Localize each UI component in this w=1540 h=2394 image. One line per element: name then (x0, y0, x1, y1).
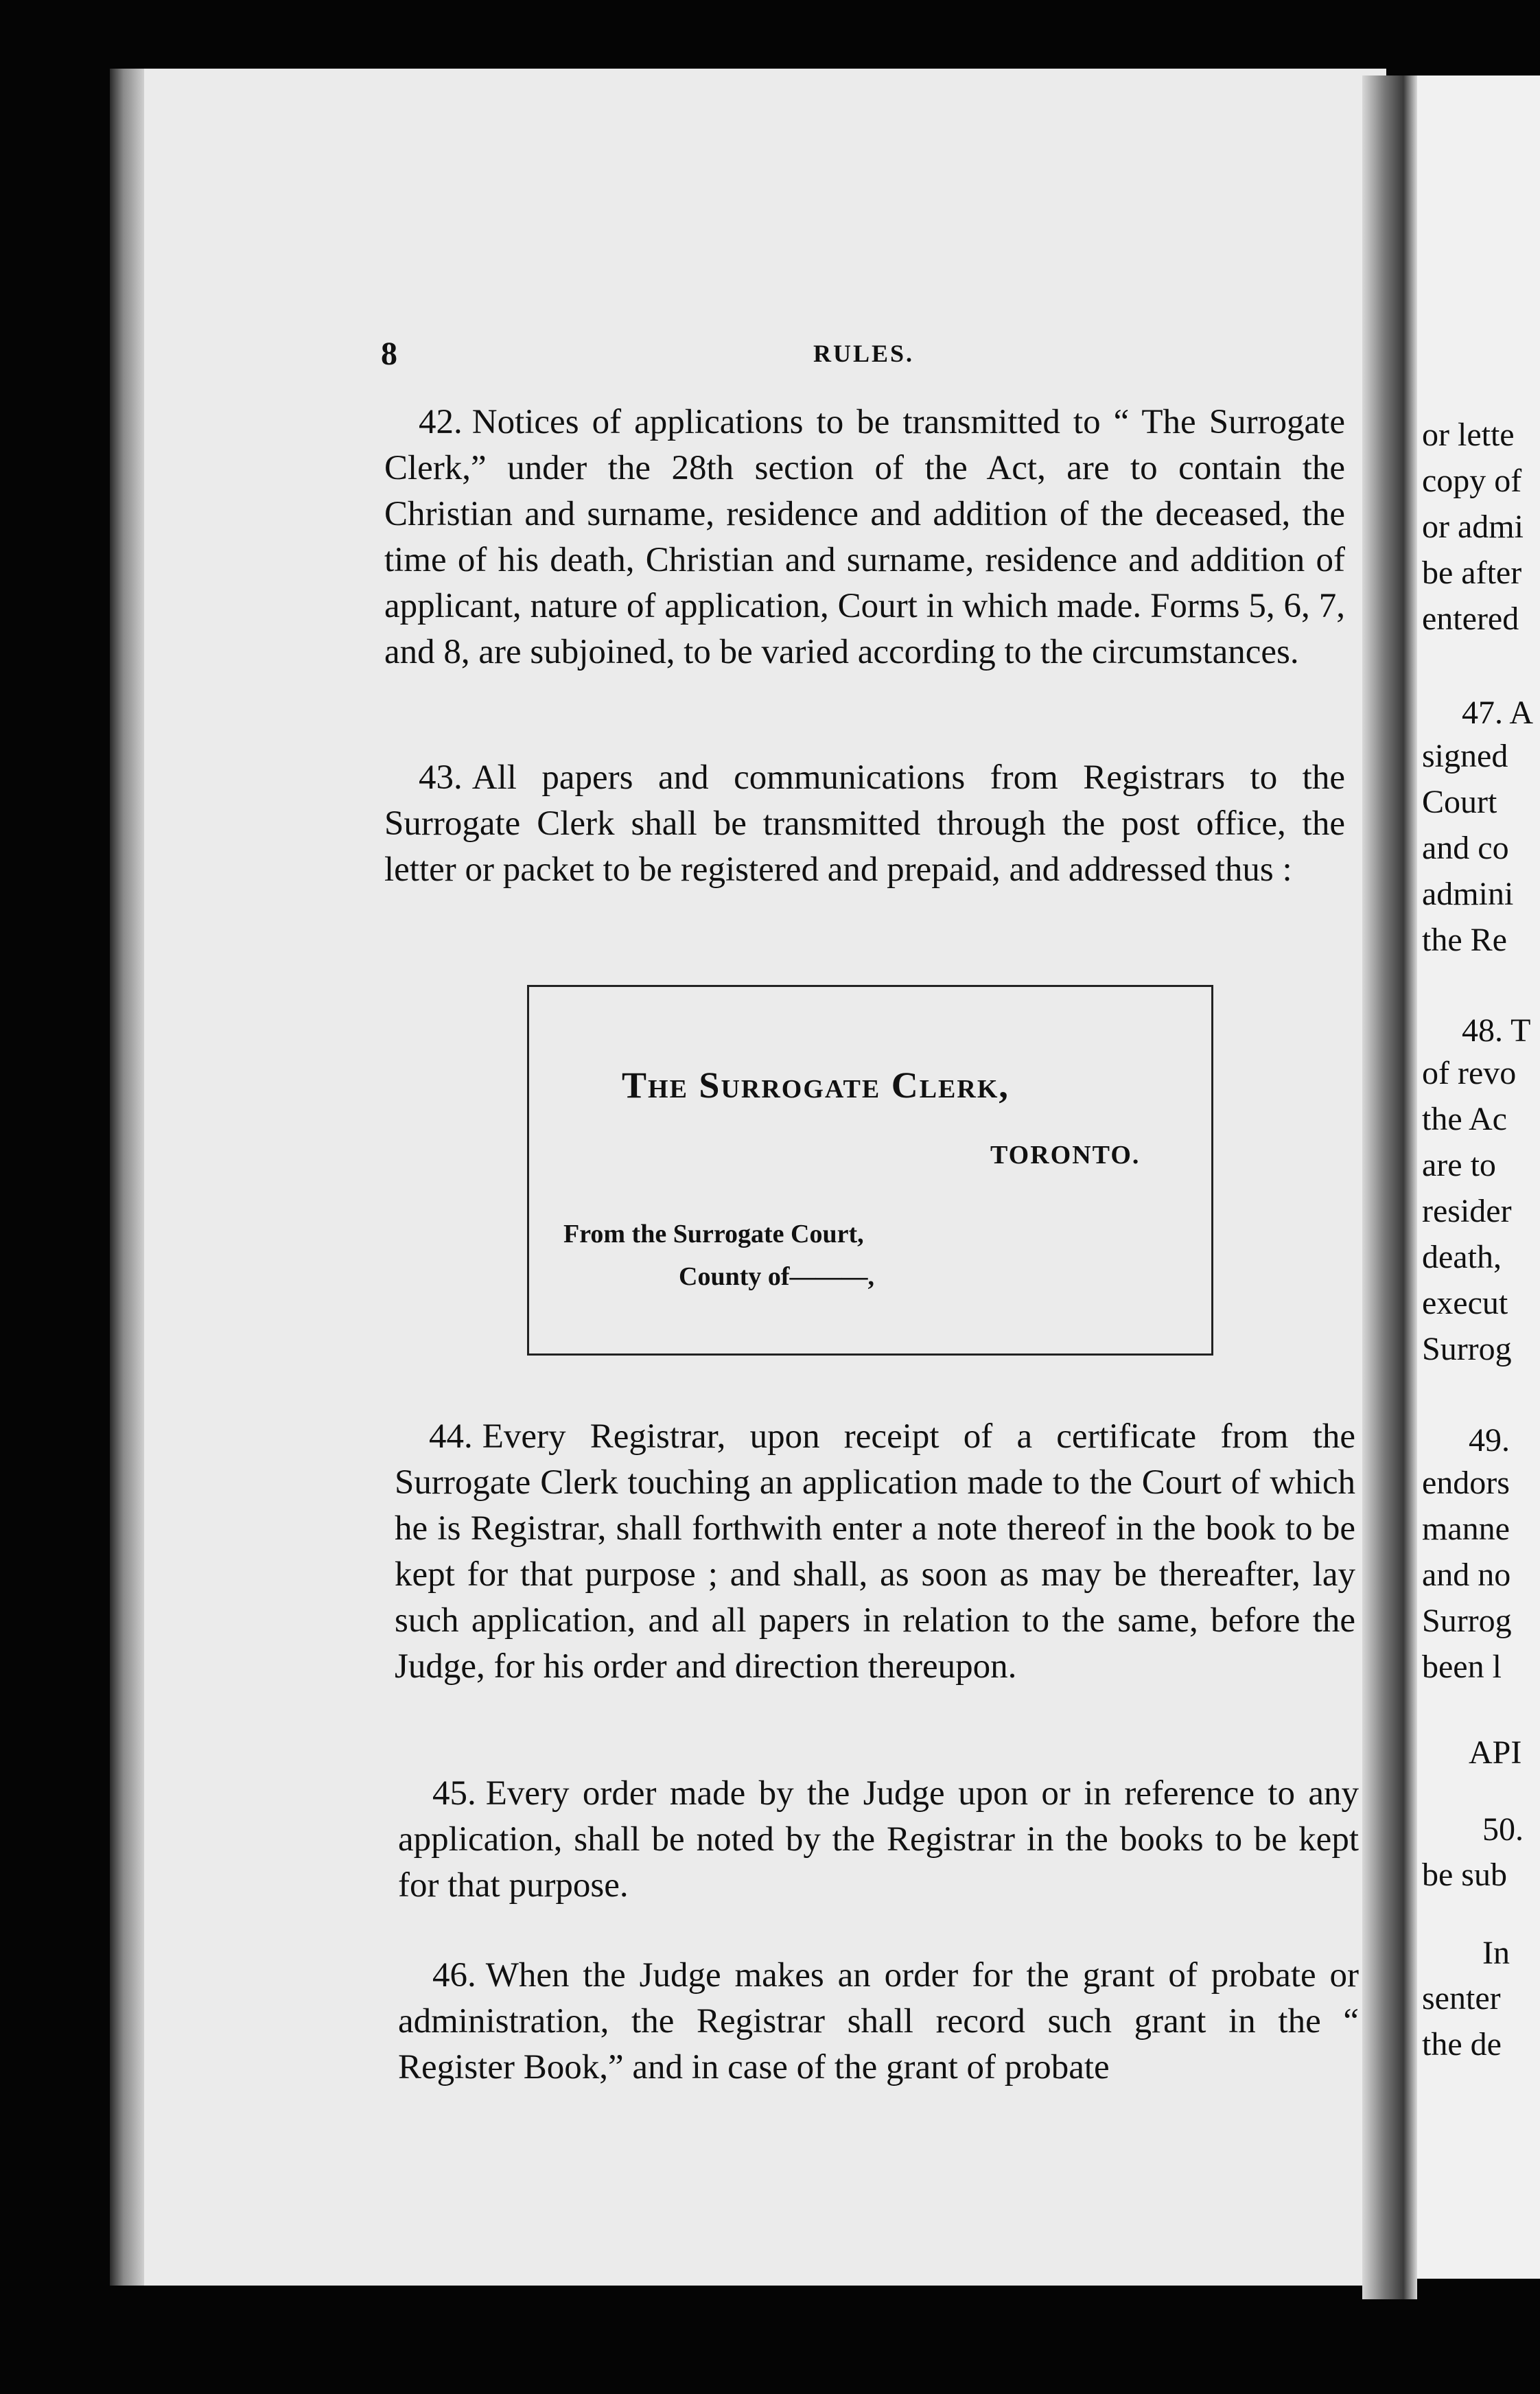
facing-line: Surrog (1422, 1603, 1512, 1639)
address-city: TORONTO. (990, 1141, 1141, 1170)
address-form (527, 985, 1213, 1356)
facing-line: execut (1422, 1285, 1508, 1321)
facing-line: endors (1422, 1465, 1510, 1501)
rule-text: All papers and communications from Registrars to the Surrogate Clerk shall be transmitted through the post office, the letter or packet to be registered and prepaid, and addressed thus : (384, 758, 1345, 889)
rule-number: 46. (432, 1956, 476, 1995)
facing-line: entered (1422, 601, 1519, 637)
facing-line: death, (1422, 1239, 1502, 1275)
rule-number: 44. (429, 1417, 473, 1456)
facing-line: or lette (1422, 417, 1515, 453)
running-title: RULES. (813, 340, 915, 367)
facing-line: 50. (1482, 1811, 1524, 1848)
facing-line: Court (1422, 784, 1497, 820)
facing-line: be after (1422, 555, 1522, 591)
facing-line: the Re (1422, 922, 1507, 958)
facing-line: API (1469, 1734, 1522, 1771)
address-county: County of———, (679, 1262, 875, 1291)
rule-number: 45. (432, 1774, 476, 1813)
facing-line: signed (1422, 738, 1508, 774)
address-recipient: The Surrogate Clerk, (622, 1065, 1010, 1106)
facing-line: and co (1422, 830, 1509, 866)
rule-42 (384, 399, 1345, 675)
facing-line: senter (1422, 1980, 1501, 2017)
running-head (381, 335, 1355, 376)
book-gutter (1362, 75, 1417, 2299)
rule-text: Every order made by the Judge upon or in reference to any application, shall be noted by the Registrar in the books to be kept for that purpose. (398, 1774, 1359, 1905)
facing-line: or admi (1422, 509, 1524, 545)
facing-line: copy of (1422, 463, 1522, 499)
facing-line: of revo (1422, 1055, 1517, 1091)
rule-45 (398, 1771, 1359, 1909)
facing-line: and no (1422, 1557, 1511, 1593)
facing-line: resider (1422, 1193, 1512, 1229)
rule-number: 43. (419, 758, 463, 797)
facing-line: 47. A (1462, 695, 1534, 731)
facing-line: the de (1422, 2026, 1502, 2062)
facing-line: the Ac (1422, 1101, 1507, 1137)
rule-text: Every Registrar, upon receipt of a certificate from the Surrogate Clerk touching an application made to the Court of which he is Registrar, shall forthwith enter a note thereof in the book to be kept for that purpose ; and shall, as soon as may be thereafter, lay such application, and all papers in relation to the same, before the Judge, for his order and direction thereupon. (395, 1417, 1355, 1686)
facing-line: 48. T (1462, 1012, 1531, 1049)
rule-43 (384, 755, 1345, 893)
facing-line: been l (1422, 1649, 1502, 1685)
page-number: 8 (381, 336, 397, 372)
facing-line: manne (1422, 1511, 1510, 1547)
rule-text: When the Judge makes an order for the grant of probate or administration, the Registrar shall record such grant in the “ Register Book,” and in case of the grant of probate (398, 1956, 1359, 2087)
address-sender: From the Surrogate Court, (563, 1220, 864, 1248)
facing-line: Surrog (1422, 1331, 1512, 1367)
facing-line: In (1482, 1935, 1510, 1971)
page-edge-shadow (110, 69, 144, 2286)
facing-line: admini (1422, 876, 1514, 912)
facing-line: 49. (1469, 1422, 1510, 1459)
facing-line: are to (1422, 1147, 1496, 1183)
rule-46 (398, 1953, 1359, 2091)
facing-line: be sub (1422, 1857, 1507, 1893)
rule-44 (395, 1414, 1355, 1690)
rule-number: 42. (419, 403, 463, 441)
rule-text: Notices of applications to be transmitted to “ The Surrogate Clerk,” under the 28th section of the Act, are to contain the Christian and surname, residence and addition of the deceased, the time of his death, Christian and surname, residence and addition of applicant, nature of application, Court in which made. Forms 5, 6, 7, and 8, are subjoined, to be varied according to the circumstances. (384, 403, 1345, 671)
